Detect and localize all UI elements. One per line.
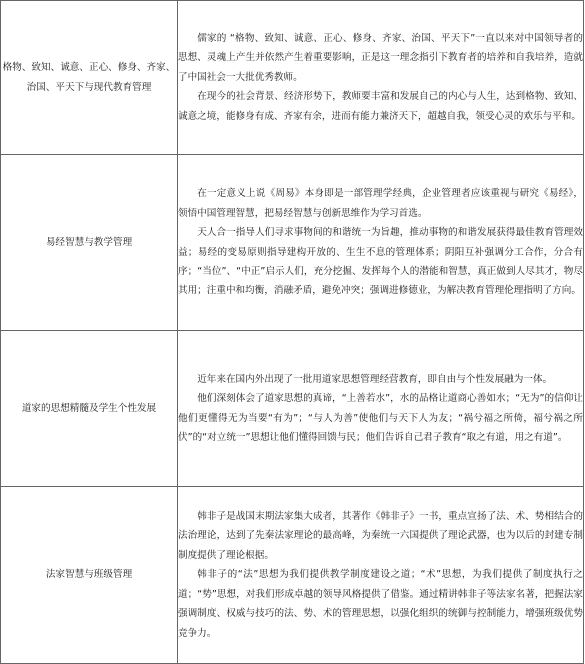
table-row (1, 487, 584, 664)
topic-cell: 格物、致知、诚意、正心、修身、齐家、治国、平天下与现代教育管理 (1, 1, 178, 155)
paragraph: 近年来在国内外出现了一批用道家思想管理经营教育，即自由与个性发展融为一体。 (197, 373, 553, 385)
table-row (1, 155, 584, 331)
paragraph: 他们深刻体会了道家思想的真谛，“上善若水”，水的品格让道商心善如水；“无为”的信仰让他们更懂得无为当要“有为”；“与人为善”使他们与天下人为友；“祸兮福之所倚，福兮祸之所伏”的“对立统一”思想让他们懂得回馈与民；他们告诉自己君子教育“取之有道，用之有道”。 (178, 393, 583, 443)
description-cell (178, 331, 584, 487)
description-cell (178, 1, 584, 155)
topic-cell: 易经智慧与教学管理 (1, 155, 178, 331)
paragraph: 在一定意义上说《周易》本身即是一部管理学经典，企业管理者应该重视与研究《易经》，领悟中国管理智慧，把易经智慧与创新思维作为学习首选。 (178, 188, 583, 219)
table-row (1, 1, 584, 155)
table-row (1, 331, 584, 487)
description-cell (178, 155, 584, 331)
topic-cell: 道家的思想精髓及学生个性发展 (1, 331, 178, 487)
paragraph: 韩非子的“法”思想为我们提供教学制度建设之道；“术”思想，为我们提供了制度执行之道；“势”思想，对我们形成卓越的领导风格提供了借鉴。通过精讲韩非子等法家名著，把握法家强调制度、权威与技巧的法、势、术的管理思想，以强化组织的统御与控制能力，增强班级优势竞争力。 (178, 569, 583, 639)
topic-cell: 法家智慧与班级管理 (1, 487, 178, 664)
paragraph: 儒家的 “格物、致知、诚意、正心、修身、齐家、治国、平天下”一直以来对中国领导者的思想、灵魂上产生并依然产生着重要影响，正是这一理念指引下教育者的培养和自我培养，造就了中国社会一大批优秀教师。 (178, 32, 583, 83)
paragraph: 在现今的社会背景、经济形势下，教师要丰富和发展自己的内心与人生，达到格物、致知、诚意之境，能修身有成、齐家有余，进而有能力兼济天下，超越自我，领受心灵的欢乐与平和。 (178, 91, 583, 122)
paragraph: 天人合一指导人们寻求事物间的和谐统一为旨趣，推动事物的和谐发展获得最佳教育管理效益；易经的变易原则指导建构开放的、生生不息的管理体系；阴阳互补强调分工合作，分合有序；“当位”、“中正”启示人们，充分挖掘、发挥每个人的潜能和智慧，真正做到人尽其才，物尽其用；注重中和均衡，消融矛盾，避免冲突；强调进修德业，为解决教育管理伦理指明了方向。 (178, 227, 583, 297)
paragraph: 韩非子是战国末期法家集大成者，其著作《韩非子》一书，重点宣扬了法、术、势相结合的法治理论，达到了先秦法家理论的最高峰，为秦统一六国提供了理论武器，也为以后的封建专制制度提供了理论根据。 (178, 511, 583, 561)
description-cell (178, 487, 584, 664)
